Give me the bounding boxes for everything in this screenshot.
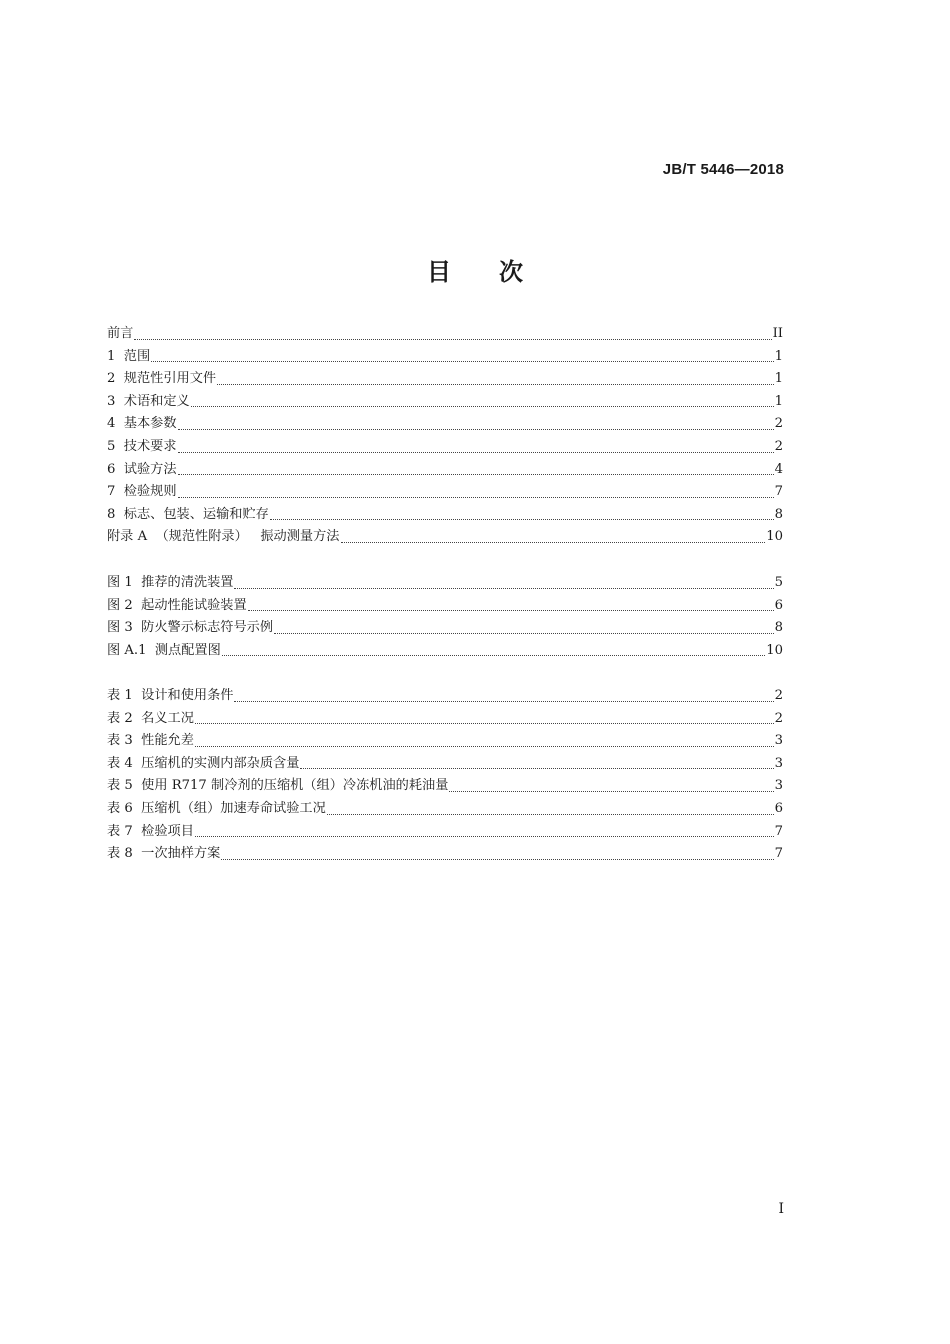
toc-entry-page: 4	[774, 461, 783, 477]
toc-entry-label: 压缩机（组）加速寿命试验工况	[141, 800, 326, 816]
toc-tables	[107, 685, 783, 866]
toc-entry-number: 表 2	[107, 710, 142, 726]
toc-entry-number: 表 4	[107, 755, 142, 771]
toc-dot-leader	[178, 452, 774, 453]
toc-entry-label: 检验项目	[141, 823, 194, 839]
toc-entry-label: 防火警示标志符号示例	[141, 620, 274, 636]
toc-entry-label: 测点配置图	[154, 642, 221, 658]
toc-entry-number: 3	[107, 393, 124, 409]
toc-entry-label: 设计和使用条件	[141, 688, 234, 703]
toc-entry-page: 5	[774, 575, 783, 590]
standard-number: JB/T 5446—2018	[662, 161, 784, 178]
toc-table-entry[interactable]	[107, 843, 783, 866]
toc-entry-number: 图 1	[107, 575, 142, 590]
toc-entry-label: 范围	[123, 348, 151, 364]
toc-table-entry[interactable]	[107, 798, 783, 821]
toc-table-entry[interactable]	[107, 775, 783, 798]
toc-entry-label: 标志、包装、运输和贮存	[123, 506, 269, 522]
toc-entry-page: 7	[774, 823, 783, 839]
toc-dot-leader	[178, 497, 774, 498]
toc-dot-leader	[234, 588, 773, 589]
toc-entry-label: 名义工况	[141, 710, 194, 726]
toc-dot-leader	[195, 746, 774, 747]
toc-entry-number: 表 8	[107, 846, 142, 862]
toc-entry-label: 术语和定义	[123, 393, 190, 409]
toc-section-entry[interactable]	[107, 481, 783, 504]
toc-entry-label: 检验规则	[123, 484, 177, 500]
toc-table-entry[interactable]	[107, 753, 783, 776]
toc-entry-number: 图 3	[107, 620, 142, 636]
toc-section-entry[interactable]	[107, 526, 783, 549]
toc-entry-number: 图 A.1	[107, 642, 155, 658]
title-char-2: 次	[499, 258, 523, 286]
toc-entry-page: 10	[766, 529, 783, 545]
toc-section-entry[interactable]	[107, 504, 783, 527]
toc-dot-leader	[248, 610, 774, 611]
toc-dot-leader	[151, 361, 773, 362]
page-title	[0, 252, 950, 287]
toc-entry-page: 3	[774, 755, 783, 771]
toc-table-entry[interactable]	[107, 730, 783, 753]
toc-entry-label: 起动性能试验装置	[141, 597, 247, 613]
toc-dot-leader	[221, 859, 773, 860]
toc-entry-number: 5	[107, 438, 124, 454]
toc-entry-number: 图 2	[107, 597, 142, 613]
toc-entry-number: 6	[107, 461, 124, 477]
toc-sections	[107, 323, 783, 549]
toc-entry-label: 规范性引用文件	[123, 371, 217, 387]
toc-entry-page: 3	[774, 778, 783, 794]
toc-dot-leader	[178, 474, 774, 475]
toc-entry-number: 表 1	[107, 688, 142, 703]
toc-entry-page: 6	[774, 597, 783, 613]
toc-dot-leader	[300, 768, 773, 769]
toc-dot-leader	[191, 406, 774, 407]
page-number: I	[778, 1201, 784, 1217]
toc-section-entry[interactable]	[107, 323, 783, 346]
toc-entry-label: 使用 R717 制冷剂的压缩机（组）冷冻机油的耗油量	[141, 778, 449, 794]
toc-section-entry[interactable]	[107, 436, 783, 459]
toc-entry-page: 1	[774, 393, 783, 409]
toc-entry-number: 1	[107, 348, 124, 364]
toc-entry-page: 7	[774, 846, 783, 862]
toc-entry-number: 附录 A	[107, 529, 156, 545]
toc-dot-leader	[222, 655, 765, 656]
toc-entry-page: 2	[774, 688, 783, 703]
toc-entry-page: 8	[774, 506, 783, 522]
toc-figure-entry[interactable]	[107, 595, 783, 618]
toc-figure-entry[interactable]	[107, 572, 783, 595]
toc-dot-leader	[217, 384, 774, 385]
toc-entry-label: 推荐的清洗装置	[141, 575, 234, 590]
toc-dot-leader	[449, 791, 773, 792]
toc-entry-number: 4	[107, 416, 124, 432]
toc-dot-leader	[274, 633, 774, 634]
toc-table-entry[interactable]	[107, 821, 783, 844]
toc-table-entry[interactable]	[107, 708, 783, 731]
toc-section-entry[interactable]	[107, 368, 783, 391]
toc-entry-number: 表 6	[107, 800, 142, 816]
toc-entry-number: 表 3	[107, 733, 142, 749]
toc-entry-label: （规范性附录） 振动测量方法	[155, 529, 340, 545]
toc-section-entry[interactable]	[107, 413, 783, 436]
toc-entry-label: 一次抽样方案	[141, 846, 221, 862]
toc-dot-leader	[270, 519, 774, 520]
toc-entry-label: 前言	[107, 326, 134, 341]
toc-entry-label: 试验方法	[123, 461, 177, 477]
toc-entry-number: 表 5	[107, 778, 142, 794]
toc-section-entry[interactable]	[107, 346, 783, 369]
toc-figure-entry[interactable]	[107, 640, 783, 663]
toc-section-entry[interactable]	[107, 459, 783, 482]
toc-entry-page: 10	[766, 642, 783, 658]
toc-table-entry[interactable]	[107, 685, 783, 708]
toc-entry-page: II	[772, 326, 783, 341]
toc-entry-page: 2	[774, 710, 783, 726]
title-char-1: 目	[427, 258, 451, 286]
toc-entry-page: 8	[774, 620, 783, 636]
toc-entry-page: 2	[774, 438, 783, 454]
toc-dot-leader	[341, 542, 766, 543]
toc-figure-entry[interactable]	[107, 617, 783, 640]
toc-entry-number: 2	[107, 371, 124, 387]
toc-dot-leader	[327, 814, 774, 815]
toc-entry-label: 基本参数	[123, 416, 177, 432]
toc-dot-leader	[178, 429, 774, 430]
toc-dot-leader	[195, 723, 774, 724]
toc-dot-leader	[134, 339, 771, 340]
toc-entry-number: 7	[107, 484, 124, 500]
toc-entry-label: 技术要求	[123, 438, 177, 454]
toc-dot-leader	[195, 836, 774, 837]
toc-figures	[107, 572, 783, 662]
toc-entry-label: 压缩机的实测内部杂质含量	[141, 755, 300, 771]
toc-entry-number: 8	[107, 506, 124, 522]
toc-entry-label: 性能允差	[141, 733, 194, 749]
toc-entry-page: 3	[774, 733, 783, 749]
toc-entry-page: 1	[774, 348, 783, 364]
toc-section-entry[interactable]	[107, 391, 783, 414]
toc-dot-leader	[234, 701, 773, 702]
toc-entry-number: 表 7	[107, 823, 142, 839]
toc-entry-page: 2	[774, 416, 783, 432]
toc-entry-page: 7	[774, 484, 783, 500]
toc-entry-page: 6	[774, 800, 783, 816]
toc-entry-page: 1	[774, 371, 783, 387]
